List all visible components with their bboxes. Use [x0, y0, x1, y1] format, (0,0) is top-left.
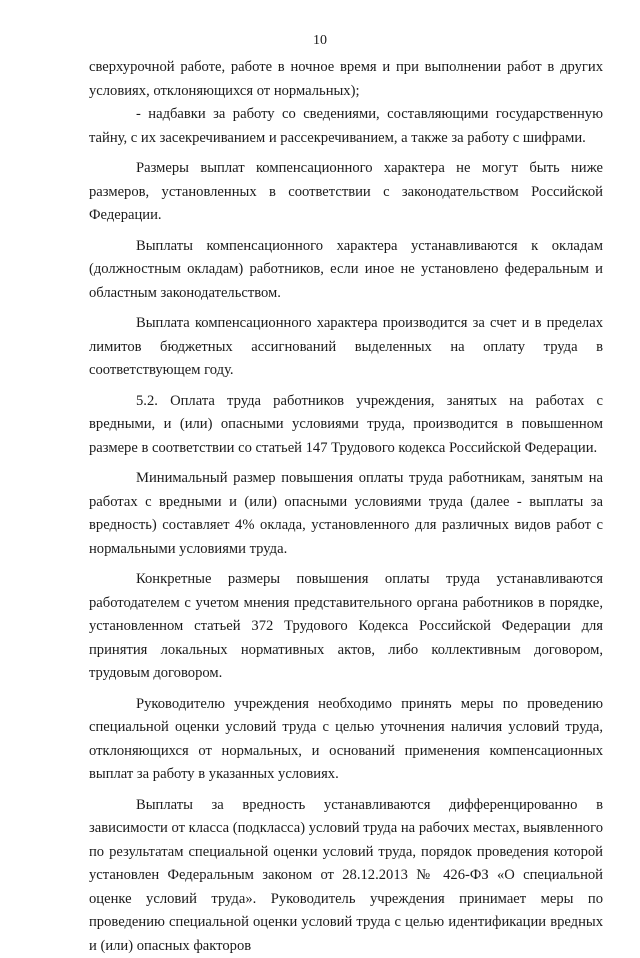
- paragraph-payment-minimum: Размеры выплат компенсационного характера не могут быть ниже размеров, установленных в соответствии с законодательством Российской Федерации.: [89, 157, 603, 228]
- paragraph-minimum-increase: Минимальный размер повышения оплаты труда работникам, занятым на работах с вредными и (или) опасными условиями труда (далее - выплаты за вредность) составляет 4% оклада, установленного для различных видов работ с нормальными условиями труда.: [89, 467, 603, 561]
- paragraph-specific-amounts: Конкретные размеры повышения оплаты труда устанавливаются работодателем с учетом мнения представительного органа работников в порядке, установленном статьей 372 Трудового Кодекса Российской Федерации для принятия локальных нормативных актов, либо коллективным договором, трудовым договором.: [89, 568, 603, 686]
- paragraph-secrecy-allowance: - надбавки за работу со сведениями, составляющими государственную тайну, с их засекречиванием и рассекречиванием, а также за работу с шифрами.: [89, 103, 603, 150]
- paragraph-payment-basis: Выплаты компенсационного характера устанавливаются к окладам (должностным окладам) работников, если иное не установлено федеральным и областным законодательством.: [89, 235, 603, 306]
- page-number: 10: [0, 33, 640, 49]
- paragraph-hazard-payments: Выплаты за вредность устанавливаются дифференцированно в зависимости от класса (подкласса) условий труда на рабочих местах, выявленного по результатам специальной оценки условий труда, порядок проведения которой установлен Федеральным законом от 28.12.2013 № 426-ФЗ «О специальной оценке условий труда». Руководитель учреждения принимает меры по проведению специальной оценки условий труда с целью идентификации вредных и (или) опасных факторов: [89, 794, 603, 958]
- paragraph-section-5-2: 5.2. Оплата труда работников учреждения, занятых на работах с вредными, и (или) опасными условиями труда, производится в повышенном размере в соответствии со статьей 147 Трудового кодекса Российской Федерации.: [89, 390, 603, 461]
- paragraph-payment-funding: Выплата компенсационного характера производится за счет и в пределах лимитов бюджетных ассигнований выделенных на оплату труда в соответствующем году.: [89, 312, 603, 383]
- document-body: [89, 56, 603, 958]
- paragraph-manager-measures: Руководителю учреждения необходимо принять меры по проведению специальной оценки условий труда с целью уточнения наличия условий труда, отклоняющихся от нормальных, и оснований применения компенсационных выплат за работу в указанных условиях.: [89, 693, 603, 787]
- paragraph-continuation: сверхурочной работе, работе в ночное время и при выполнении работ в других условиях, отклоняющихся от нормальных);: [89, 56, 603, 103]
